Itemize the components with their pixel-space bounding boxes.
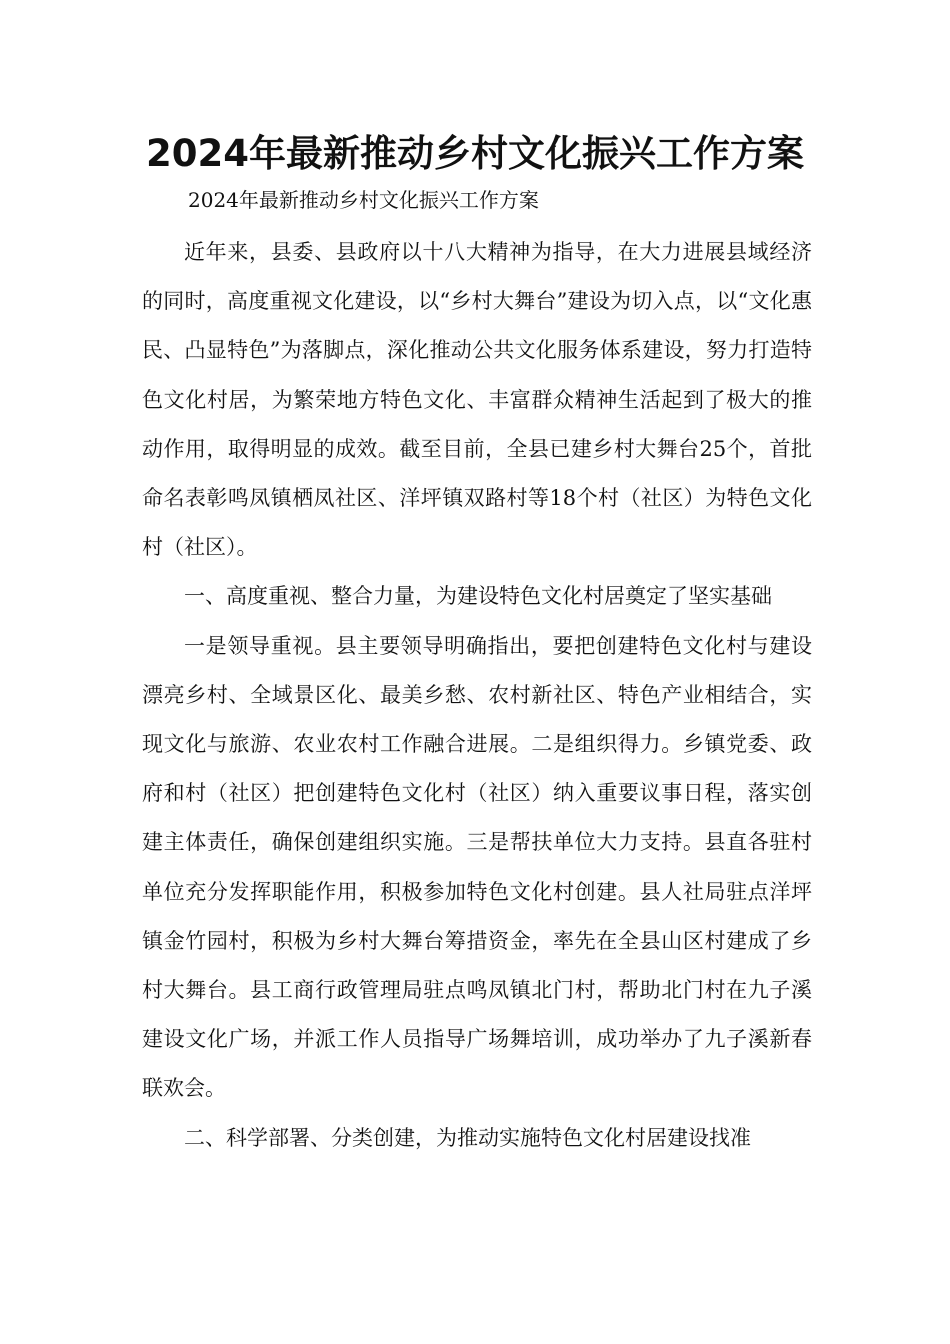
section-heading-2: 二、科学部署、分类创建，为推动实施特色文化村居建设找准 (184, 1125, 751, 1150)
document-body (142, 228, 812, 1163)
paragraph-intro: 近年来，县委、县政府以十八大精神为指导，在大力进展县域经济的同时，高度重视文化建设，以“乡村大舞台”建设为切入点，以“文化惠民、凸显特色”为落脚点，深化推动公共文化服务体系建设，努力打造特色文化村居，为繁荣地方特色文化、丰富群众精神生活起到了极大的推动作用，取得明显的成效。截至目前，全县已建乡村大舞台25个，首批命名表彰鸣凤镇栖凤社区、洋坪镇双路村等18个村（社区）为特色文化村（社区）。 (142, 240, 812, 560)
paragraph-section-1: 一是领导重视。县主要领导明确指出，要把创建特色文化村与建设漂亮乡村、全域景区化、最美乡愁、农村新社区、特色产业相结合，实现文化与旅游、农业农村工作融合进展。二是组织得力。乡镇党委、政府和村（社区）把创建特色文化村（社区）纳入重要议事日程，落实创建主体责任，确保创建组织实施。三是帮扶单位大力支持。县直各驻村单位充分发挥职能作用，积极参加特色文化村创建。县人社局驻点洋坪镇金竹园村，积极为乡村大舞台筹措资金，率先在全县山区村建成了乡村大舞台。县工商行政管理局驻点鸣凤镇北门村，帮助北门村在九子溪建设文化广场，并派工作人员指导广场舞培训，成功举办了九子溪新春联欢会。 (142, 633, 812, 1101)
section-heading-1: 一、高度重视、整合力量，为建设特色文化村居奠定了坚实基础 (184, 584, 772, 609)
document-subtitle: 2024年最新推动乡村文化振兴工作方案 (188, 188, 539, 212)
document-title: 2024年最新推动乡村文化振兴工作方案 (146, 132, 804, 175)
